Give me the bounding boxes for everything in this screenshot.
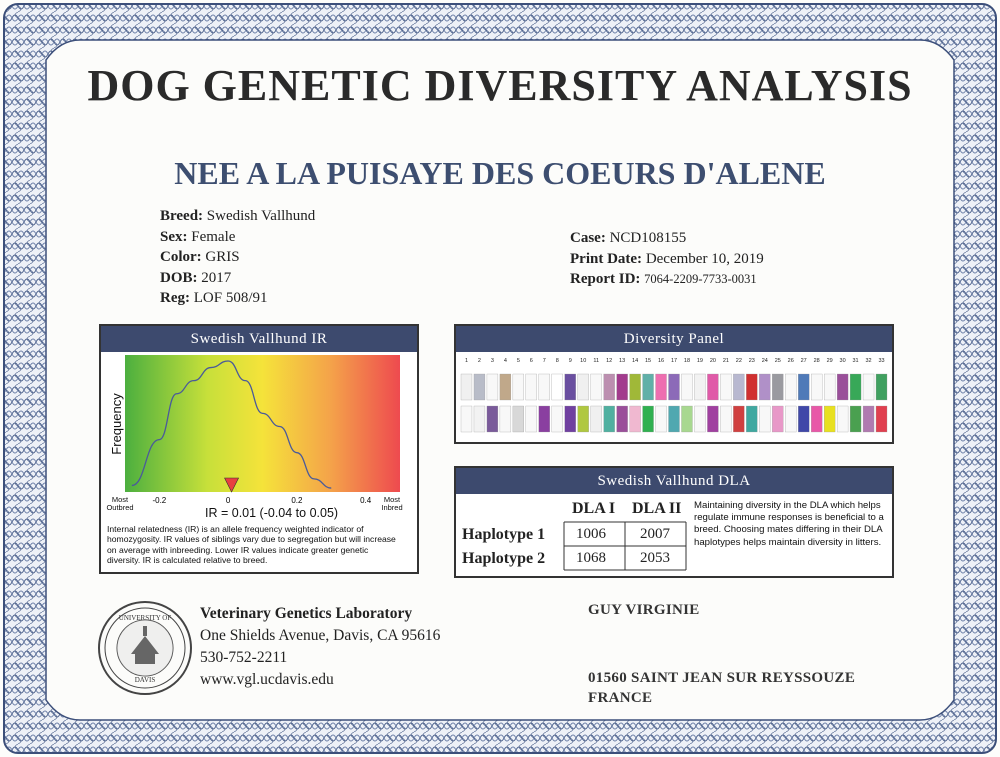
university-seal [97,600,193,696]
diversity-column-label: 8 [555,358,559,364]
owner-name: GUY VIRGINIE [588,602,700,618]
dla-panel [454,466,894,578]
diversity-column-label: 26 [787,358,794,364]
lab-phone: 530-752-2211 [200,649,288,666]
diversity-cell-row2 [746,406,757,432]
case-info [570,228,764,290]
print-date-label: Print Date: [570,250,643,267]
diversity-cell-row1 [500,374,511,400]
diversity-panel [454,324,894,444]
breed-row [160,206,315,227]
diversity-cell-row2 [707,406,718,432]
haplotype-1-label: Haplotype 1 [462,526,546,543]
color-label: Color: [160,249,202,265]
ir-description: Internal relatedness (IR) is an allele frequency weighted indicator of homozygosity. IR values of siblings vary due to segregation but will increase on average with inbreeding. Lower IR values indicate greater genetic diversity. IR is calculated relative to breed. [107,524,396,566]
diversity-column-label: 33 [878,358,885,364]
svg-text:UNIVERSITY OF: UNIVERSITY OF [118,614,172,622]
diversity-cell-row1 [850,374,861,400]
diversity-cell-row2 [604,406,615,432]
diversity-column-label: 15 [644,358,652,364]
diversity-column-label: 2 [477,358,481,364]
diversity-column-label: 14 [632,358,639,364]
ir-tick-labels [152,496,371,505]
diversity-column-label: 1 [464,358,469,364]
diversity-cell-row1 [669,374,680,400]
case-value: NCD108155 [609,230,687,246]
diversity-cell-row1 [604,374,615,400]
print-date-row [570,249,764,270]
reg-value: LOF 508/91 [193,290,268,306]
dog-name: NEE A LA PUISAYE DES COEURS D'ALENE [174,155,826,191]
report-title: DOG GENETIC DIVERSITY ANALYSIS [87,61,913,110]
diversity-cell-row1 [461,374,472,400]
ir-tick-label: -0.2 [152,496,167,505]
haplotype-2-label: Haplotype 2 [462,550,546,567]
dla-i-header: DLA I [572,500,616,517]
lab-name: Veterinary Genetics Laboratory [200,605,413,622]
diversity-cell-row2 [824,406,835,432]
dla-note: Maintaining diversity in the DLA which helps regulate immune responses is beneficial to a breed. Choosing mates differing in their DLA haplotypes helps maintain diversity in litters. [694,500,884,548]
diversity-cell-row2 [617,406,628,432]
owner-city: 01560 SAINT JEAN SUR REYSSOUZE [588,670,856,686]
reg-row [160,288,315,309]
diversity-cell-row1 [526,374,537,400]
sex-value: Female [191,228,236,245]
diversity-column-label: 5 [516,358,520,364]
diversity-column-label: 7 [542,358,546,364]
diversity-cell-row2 [591,406,602,432]
diversity-cell-row2 [513,406,524,432]
diversity-cell-row1 [513,374,524,400]
diversity-cell-row1 [539,374,550,400]
diversity-cell-row1 [552,374,563,400]
diversity-column-label: 3 [490,358,494,364]
diversity-cell-row2 [656,406,667,432]
diversity-column-label: 17 [670,358,678,364]
haplotype-1-dla-ii: 2007 [640,526,670,542]
haplotype-2-dla-i: 1068 [576,550,606,566]
diversity-column-label: 23 [748,358,755,364]
ir-panel [99,324,419,574]
diversity-cell-row1 [565,374,576,400]
color-value: GRIS [205,249,240,265]
diversity-cell-row1 [759,374,770,400]
diversity-cell-row1 [617,374,628,400]
diversity-cell-row1 [591,374,602,400]
breed-value: Swedish Vallhund [206,208,316,224]
diversity-cell-row1 [681,374,692,400]
diversity-column-label: 18 [683,358,691,364]
diversity-cell-row1 [772,374,783,400]
diversity-cell-row2 [461,406,472,432]
ir-value: IR = 0.01 (-0.04 to 0.05) [205,506,339,520]
diversity-cell-row2 [811,406,822,432]
diversity-cell-row2 [863,406,874,432]
diversity-column-label: 21 [722,358,729,364]
dla-ii-header: DLA II [632,500,682,517]
diversity-cell-row1 [746,374,757,400]
diversity-cell-row1 [876,374,887,400]
diversity-cell-row1 [643,374,654,400]
sex-label: Sex: [160,228,188,245]
ir-tick-label: 0 [225,496,231,505]
diversity-cell-row2 [759,406,770,432]
ir-tick-label: 0.4 [360,496,372,505]
haplotype-1-dla-i: 1006 [576,526,606,542]
diversity-column-label: 4 [503,358,507,364]
diversity-cell-row2 [552,406,563,432]
diversity-cell-row2 [669,406,680,432]
haplotype-2-dla-ii: 2053 [640,550,670,566]
lab-website[interactable]: www.vgl.ucdavis.edu [200,671,334,688]
diversity-cell-row2 [772,406,783,432]
reg-label: Reg: [160,290,190,306]
diversity-column-label: 9 [568,358,572,364]
most-outbred-label: Most Outbred [106,495,134,512]
diversity-cell-row1 [474,374,485,400]
diversity-cell-row2 [876,406,887,432]
diversity-column-label: 11 [593,358,600,364]
diversity-column-label: 28 [813,358,820,364]
diversity-column-label: 20 [709,358,716,364]
diversity-column-label: 27 [800,358,807,364]
diversity-cell-row1 [720,374,731,400]
diversity-cell-row2 [500,406,511,432]
case-row [570,228,764,249]
report-id-value: 7064-2209-7733-0031 [644,272,757,286]
diversity-column-label: 30 [839,358,846,364]
diversity-cell-row1 [863,374,874,400]
print-date-value: December 10, 2019 [645,250,764,267]
owner-country: FRANCE [588,690,653,706]
diversity-cell-row2 [539,406,550,432]
dob-label: DOB: [160,269,198,286]
diversity-column-label: 29 [826,358,833,364]
diversity-cell-row2 [785,406,796,432]
dla-table-lines [456,494,696,574]
diversity-cell-row2 [474,406,485,432]
diversity-cell-row1 [837,374,848,400]
diversity-column-label: 16 [657,358,665,364]
case-label: Case: [570,230,606,246]
diversity-cell-row2 [578,406,589,432]
diversity-cell-row1 [656,374,667,400]
diversity-column-label: 25 [774,358,781,364]
diversity-panel-header: Diversity Panel [456,326,892,352]
diversity-cell-row1 [785,374,796,400]
diversity-cell-row2 [850,406,861,432]
diversity-column-label: 6 [529,358,533,364]
most-inbred-label: Most Inbred [381,495,403,512]
dla-panel-header: Swedish Vallhund DLA [456,468,892,494]
diversity-cell-row1 [578,374,589,400]
diversity-cell-row2 [733,406,744,432]
diversity-column-label: 12 [606,358,613,364]
report-id-row [570,269,764,290]
ir-ylabel: Frequency [109,393,124,455]
diversity-cell-row2 [487,406,498,432]
ir-panel-header: Swedish Vallhund IR [101,326,417,352]
diversity-column-label: 24 [761,358,768,364]
diversity-cell-row1 [487,374,498,400]
diversity-column-label: 10 [580,358,587,364]
diversity-column-label: 13 [619,358,626,364]
diversity-cell-row1 [811,374,822,400]
ir-chart [101,352,417,522]
diversity-cell-row2 [720,406,731,432]
diversity-column-label: 31 [852,358,859,364]
dob-row [160,268,315,289]
diversity-cell-row2 [837,406,848,432]
diversity-cell-row1 [630,374,641,400]
dog-info [160,206,315,309]
dob-value: 2017 [201,269,232,286]
lab-info [200,603,440,691]
diversity-cell-row2 [643,406,654,432]
diversity-cell-row2 [565,406,576,432]
diversity-cell-row2 [681,406,692,432]
color-row [160,247,315,268]
ir-tick-label: 0.2 [291,496,303,505]
breed-label: Breed: [160,208,204,224]
diversity-cell-row1 [707,374,718,400]
svg-text:DAVIS: DAVIS [134,676,156,684]
diversity-cell-row2 [526,406,537,432]
diversity-cell-row1 [694,374,705,400]
diversity-cell-row2 [630,406,641,432]
sex-row [160,227,315,248]
diversity-cell-row2 [694,406,705,432]
lab-address: One Shields Avenue, Davis, CA 95616 [200,627,441,644]
diversity-cell-row1 [798,374,809,400]
diversity-cell-row1 [824,374,835,400]
diversity-column-label: 19 [696,358,704,364]
diversity-column-label: 22 [735,358,742,364]
report-id-label: Report ID: [570,271,641,287]
diversity-column-label: 32 [865,358,872,364]
diversity-grid [456,352,892,440]
diversity-cell-row1 [733,374,744,400]
diversity-cell-row2 [798,406,809,432]
